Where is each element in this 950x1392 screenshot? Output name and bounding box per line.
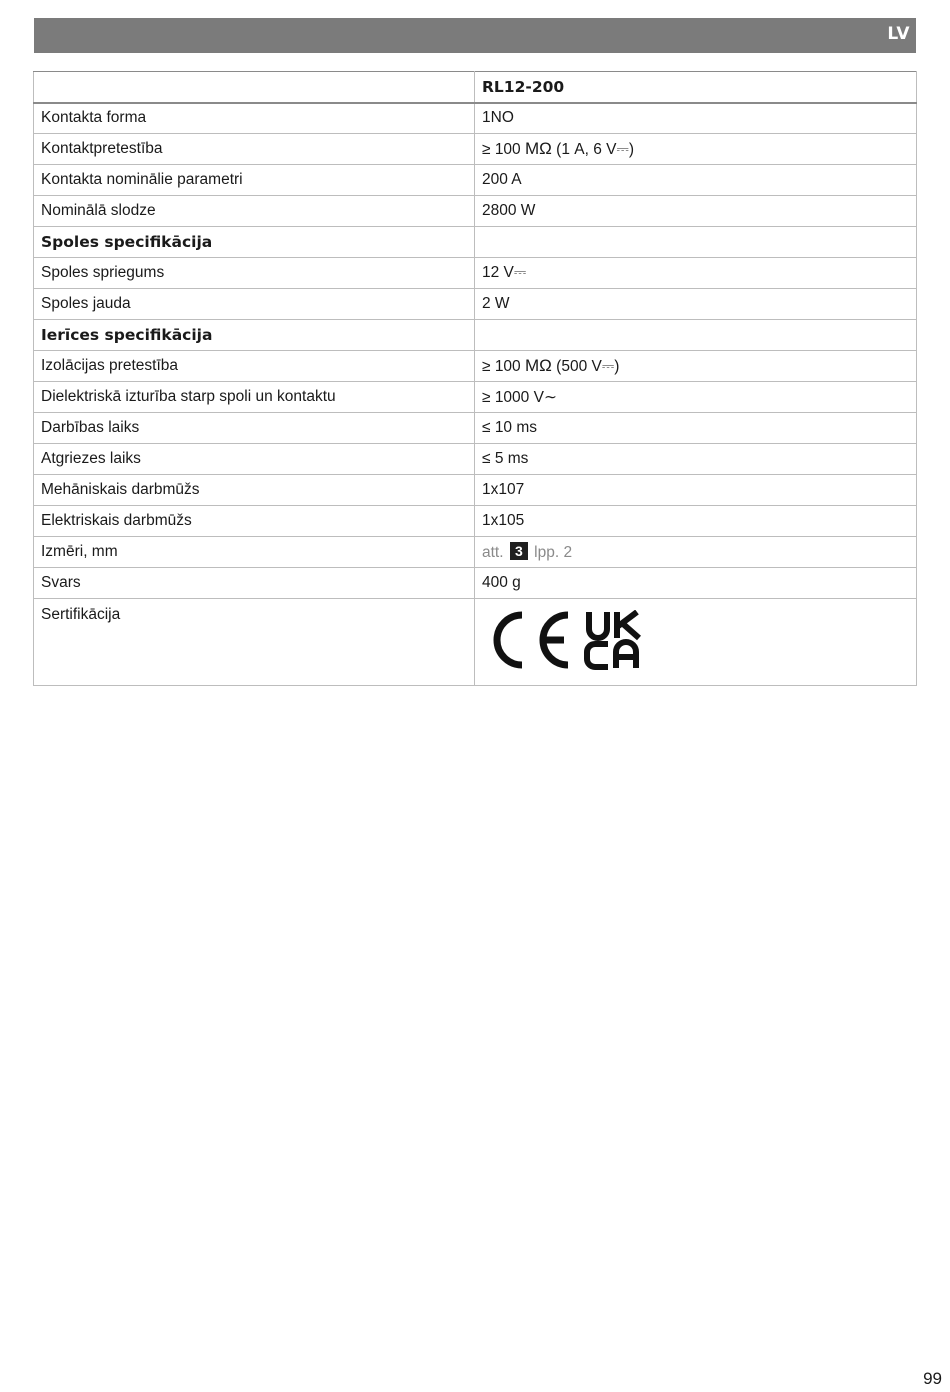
row-value: [475, 537, 917, 568]
figure-reference-page: lpp. 2: [534, 544, 573, 561]
row-value: ≥ 1000 V∼: [475, 382, 917, 413]
section-heading: Spoles specifikācija: [34, 227, 475, 258]
table-row: [34, 196, 917, 227]
row-value: [475, 351, 917, 382]
row-label: Nominālā slodze: [34, 196, 475, 227]
table-row: [34, 103, 917, 134]
figure-number-badge: 3: [510, 542, 528, 560]
row-label: Kontakta nominālie parametri: [34, 165, 475, 196]
row-label: Mehāniskais darbmūžs: [34, 475, 475, 506]
row-value: ≤ 5 ms: [475, 444, 917, 475]
row-label: Atgriezes laiks: [34, 444, 475, 475]
table-row: [34, 165, 917, 196]
language-header-bar: [34, 18, 916, 53]
row-label: Kontakta forma: [34, 103, 475, 134]
value-prefix: ≥ 100: [482, 141, 525, 158]
page-number: 99: [923, 1369, 942, 1388]
section-empty-cell: [475, 320, 917, 351]
section-row: [34, 320, 917, 351]
row-label: Izmēri, mm: [34, 537, 475, 568]
value-suffix: (1 A, 6 V⎓): [551, 141, 635, 158]
row-value: 1x107: [475, 475, 917, 506]
row-label: Izolācijas pretestība: [34, 351, 475, 382]
row-label: Dielektriskā izturība starp spoli un kontaktu: [34, 382, 475, 413]
table-row: [34, 351, 917, 382]
row-label: Spoles jauda: [34, 289, 475, 320]
section-heading: Ierīces specifikācija: [34, 320, 475, 351]
row-value: [475, 134, 917, 165]
row-label: Darbības laiks: [34, 413, 475, 444]
row-value: 1x105: [475, 506, 917, 537]
table-row: [34, 289, 917, 320]
certification-marks: [482, 606, 909, 670]
row-label: Sertifikācija: [34, 599, 475, 686]
section-empty-cell: [475, 227, 917, 258]
row-value: 2800 W: [475, 196, 917, 227]
table-row: [34, 568, 917, 599]
table-header-row: [34, 72, 917, 103]
table-row: [34, 444, 917, 475]
row-value: 1NO: [475, 103, 917, 134]
table-row: [34, 413, 917, 444]
figure-reference-prefix: att.: [482, 544, 504, 561]
row-label: Kontaktpretestība: [34, 134, 475, 165]
certification-marks-cell: [475, 599, 917, 686]
header-empty-cell: [34, 72, 475, 103]
table-row: [34, 537, 917, 568]
model-name: RL12-200: [475, 72, 917, 103]
value-suffix: (500 V⎓): [551, 358, 620, 375]
value-prefix: ≥ 100: [482, 358, 525, 375]
specification-table: [33, 71, 917, 686]
table-row: [34, 475, 917, 506]
ukca-mark-icon: [584, 610, 646, 670]
ce-mark-icon: [490, 610, 570, 670]
row-value: 400 g: [475, 568, 917, 599]
table-row: [34, 258, 917, 289]
section-row: [34, 227, 917, 258]
table-row: [34, 506, 917, 537]
row-label: Spoles spriegums: [34, 258, 475, 289]
unit-megaohm: MΩ: [524, 139, 552, 158]
row-label: Elektriskais darbmūžs: [34, 506, 475, 537]
row-value: 2 W: [475, 289, 917, 320]
table-row: [34, 599, 917, 686]
table-row: [34, 382, 917, 413]
row-value: 12 V⎓: [475, 258, 917, 289]
row-value: ≤ 10 ms: [475, 413, 917, 444]
language-code: LV: [887, 24, 910, 44]
table-row: [34, 134, 917, 165]
unit-megaohm: MΩ: [524, 356, 552, 375]
row-value: 200 A: [475, 165, 917, 196]
row-label: Svars: [34, 568, 475, 599]
